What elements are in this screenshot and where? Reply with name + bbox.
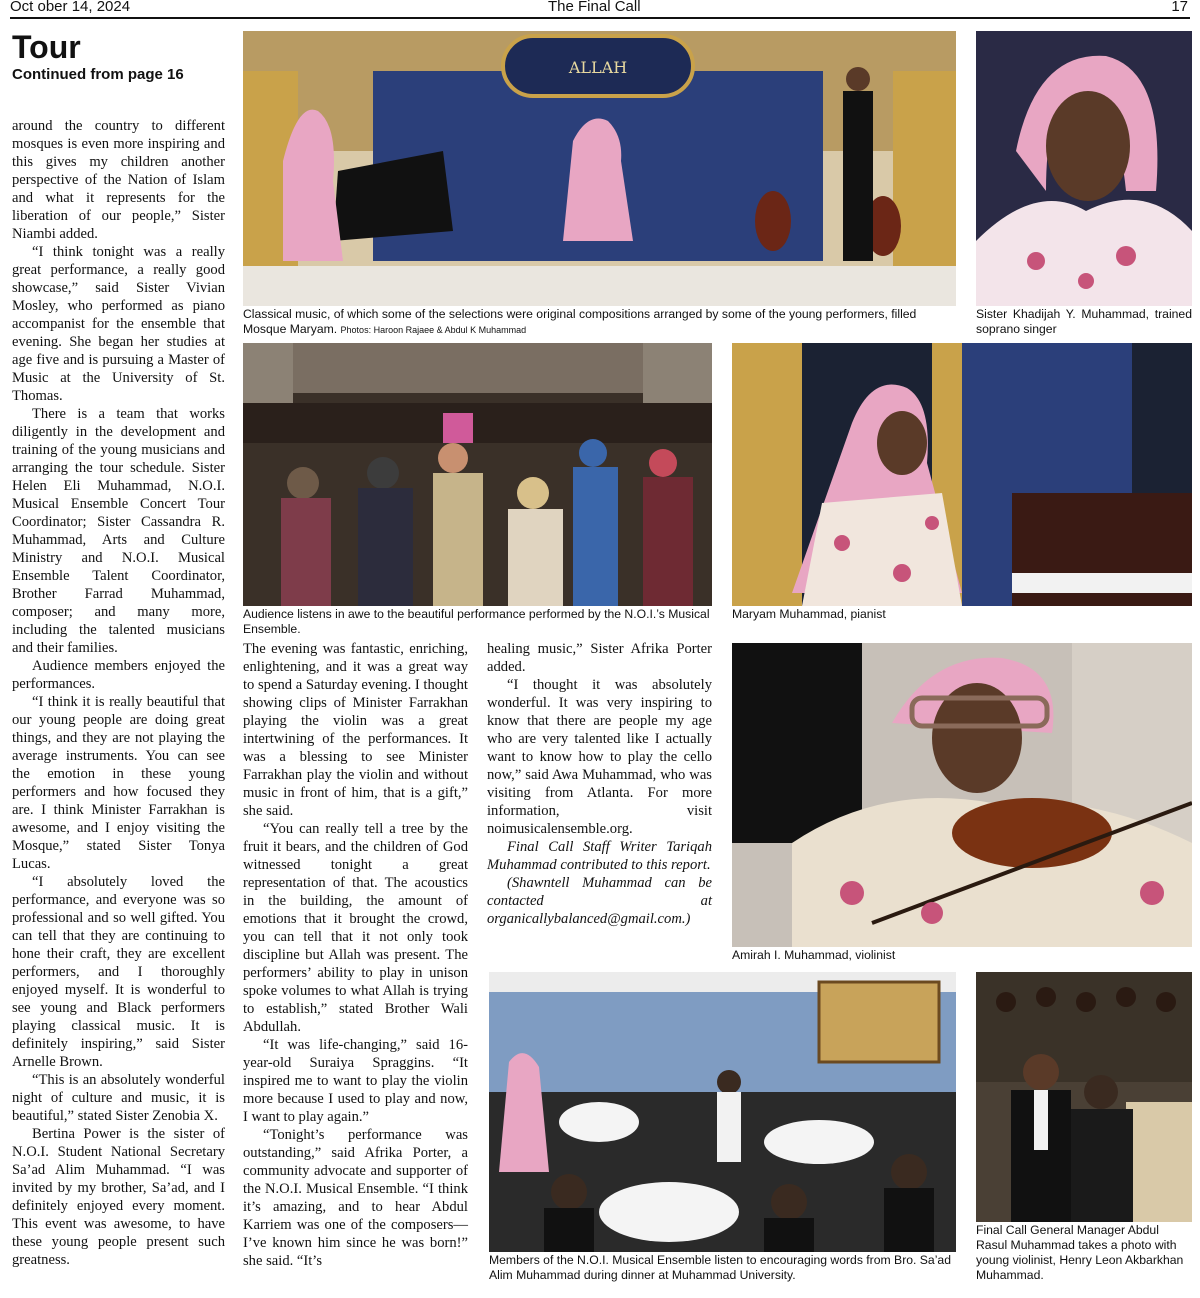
publication-name: The Final Call: [548, 0, 641, 15]
paragraph: There is a team that works diligently in the development and training of the young musicians and arranging the tour schedule. Sister Helen Eli Muhammad, N.O.I. Musical Ensemble Concert Tour Coordinator; Sister Cassandra R. Muhammad, Arts and Culture Ministry and N.O.I. Musical Ensemble Talent Coordinator, Brother Farrad Muhammad, composer; and many more, including the talented musicians and their families.: [12, 406, 225, 656]
soprano-photo-caption: Sister Khadijah Y. Muhammad, trained soprano singer: [976, 307, 1192, 336]
paragraph: Bertina Power is the sister of N.O.I. Student National Secretary Sa’ad Alim Muhammad. “I was invited by my brother, Sa’ad, and I definitely enjoyed every moment. This event was awesome, to have these young people present such greatness.: [12, 1126, 225, 1268]
author-contact: (Shawntell Muhammad can be contacted at organicallybalanced@gmail.com.): [487, 875, 712, 927]
paragraph: “I think it is really beautiful that our young people are doing great things, and they are not playing the average instruments. You can see the emotion in these young performers and how focused they are. I think Minister Farrakhan is awesome, and I enjoy visiting the Mosque,” stated Sister Tonya Lucas.: [12, 694, 225, 872]
paragraph: The evening was fantastic, enriching, enlightening, and it was a great way to spend a Saturday evening. I thought showing clips of Minister Farrakhan playing the violin was a great intertwining of the performances. It was a blessing to see Minister Farrakhan play the violin and without music in front of him, that is a gift,” she said.: [243, 641, 468, 819]
paragraph: “It was life-changing,” said 16-year-old Suraiya Spraggins. “It inspired me to want to play the violin more because I used to play and now, I want to play again.”: [243, 1037, 468, 1125]
paragraph: “Tonight’s performance was outstanding,” said Afrika Porter, a community advocate and supporter of the N.O.I. Musical Ensemble. “I think it’s amazing, and to hear Abdul Karriem was one of the composers—I’ve known him since he was born!” she said. “It’s: [243, 1127, 468, 1269]
violinist-photo: [732, 643, 1192, 947]
paragraph: “This is an absolutely wonderful night of culture and music, it is beautiful,” stated Sister Zenobia X.: [12, 1072, 225, 1124]
paragraph: around the country to different mosques is even more inspiring and this gives my children another perspective of the Nation of Islam and what it represents for the liberation of our people,” Sister Niambi added.: [12, 118, 225, 242]
pianist-photo-caption: Maryam Muhammad, pianist: [732, 607, 886, 621]
paragraph: “You can really tell a tree by the fruit it bears, and the children of God witnessed tonight a great representation of that. The acoustics in the building, the amount of emotions that it brought the crowd, you can tell that it not only took discipline but Allah was present. The performers’ ability to play in unison spoke volumes to what Allah is trying to establish,” stated Brother Wali Abdullah.: [243, 821, 468, 1035]
stage-photo-caption: [243, 307, 956, 338]
pianist-photo: [732, 343, 1192, 606]
stage-sign-text: ALLAH: [568, 58, 628, 77]
article-headline: Tour: [12, 29, 81, 65]
dinner-photo-caption: Members of the N.O.I. Musical Ensemble listen to encouraging words from Bro. Sa’ad Alim Muhammad during dinner at Muhammad University.: [489, 1253, 951, 1282]
audience-photo-caption: Audience listens in awe to the beautiful performance performed by the N.O.I.’s Musical Ensemble.: [243, 607, 710, 636]
article-column-3: [487, 640, 712, 928]
paragraph: “I absolutely loved the performance, and everyone was so professional and so well gifted. You can tell that they are continuing to hone their craft, they are excellent performers, and I thoroughly enjoyed myself. It is wonderful to see young and Black performers playing classical music. It is definitely inspiring,” said Sister Arnelle Brown.: [12, 874, 225, 1070]
continued-from-label: Continued from page 16: [12, 66, 184, 83]
page-header: [10, 0, 1188, 16]
dinner-photo: [489, 972, 956, 1252]
page-number: 17: [1171, 0, 1188, 15]
header-rule: [10, 17, 1190, 19]
general-manager-photo-caption: Final Call General Manager Abdul Rasul Muhammad takes a photo with young violinist, Henry Leon Akbarkhan Muhammad.: [976, 1223, 1184, 1282]
paragraph: “I think tonight was a really great performance, a really good showcase,” said Sister Vivian Mosley, who performed as piano accompanist for the ensemble that evening. She began her studies at age five and is pursuing a Master of Music at the University of St. Thomas.: [12, 244, 225, 404]
caption-text: Classical music, of which some of the selections were original compositions arranged by some of the young performers, filled Mosque Maryam.: [243, 307, 917, 336]
audience-photo: [243, 343, 712, 606]
soprano-singer-photo: [976, 31, 1192, 306]
paragraph: Audience members enjoyed the performances.: [12, 658, 225, 692]
stage-performance-photo: [243, 31, 956, 306]
paragraph: healing music,” Sister Afrika Porter added.: [487, 641, 712, 675]
photo-credit: Photos: Haroon Rajaee & Abdul K Muhammad: [340, 325, 527, 335]
paragraph: “I thought it was absolutely wonderful. It was very inspiring to know that there are people my age who are very talented like I actually want to know how to play the cello now,” said Awa Muhammad, who was visiting from Atlanta. For more information, visit noimusicalensemble.org.: [487, 677, 712, 837]
article-column-1: [12, 117, 225, 1269]
issue-date: Oct ober 14, 2024: [10, 0, 131, 15]
violinist-photo-caption: Amirah I. Muhammad, violinist: [732, 948, 896, 962]
article-column-2: [243, 640, 468, 1270]
general-manager-photo: [976, 972, 1192, 1222]
contributor-note: Final Call Staff Writer Tariqah Muhammad contributed to this report.: [487, 839, 712, 873]
